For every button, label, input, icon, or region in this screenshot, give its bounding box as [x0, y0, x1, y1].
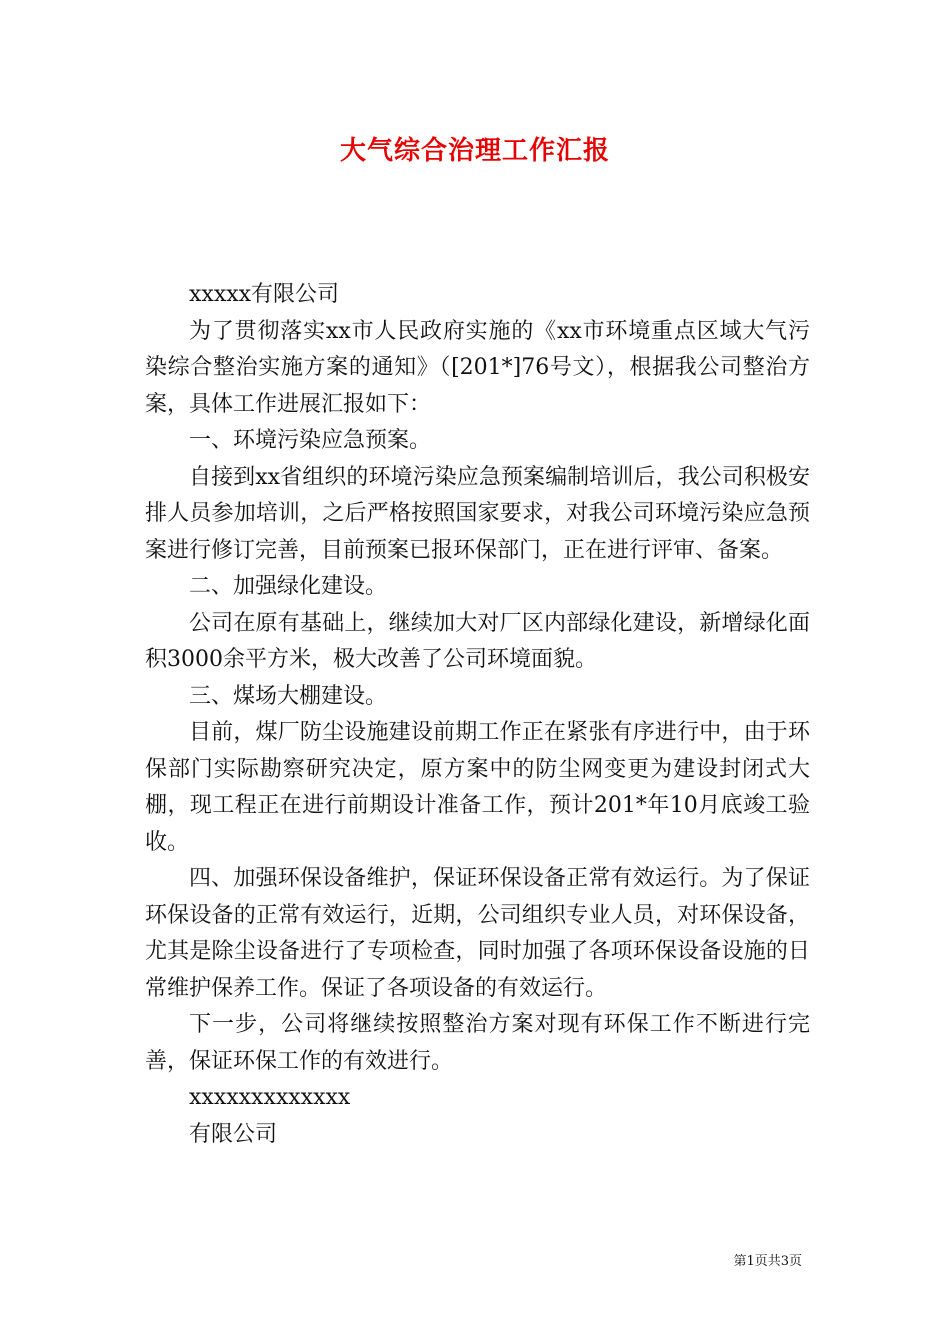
document-body	[145, 277, 810, 1153]
signature-line: xxxxxxxxxxxxx	[189, 1085, 351, 1110]
intro-paragraph: 为了贯彻落实xx市人民政府实施的《xx市环境重点区域大气污染综合整治实施方案的通知》（[201*]76号文），根据我公司整治方案，具体工作进展汇报如下：	[145, 318, 810, 417]
next-step-paragraph: 下一步，公司将继续按照整治方案对现有环保工作不断进行完善，保证环保工作的有效进行。	[145, 1012, 810, 1074]
section-heading-2: 二、加强绿化建设。	[189, 574, 388, 599]
signature-company: 有限公司	[189, 1121, 278, 1147]
document-title: 大气综合治理工作汇报	[339, 136, 610, 166]
page-footer: 第1页共3页	[733, 1254, 802, 1269]
section-paragraph-3: 目前，煤厂防尘设施建设前期工作正在紧张有序进行中，由于环保部门实际勘察研究决定，原方案中的防尘网变更为建设封闭式大棚，现工程正在进行前期设计准备工作，预计201*年10月底竣工验收。	[145, 720, 810, 855]
section-paragraph-2: 公司在原有基础上，继续加大对厂区内部绿化建设，新增绿化面积3000余平方米，极大改善了公司环境面貌。	[145, 610, 810, 672]
section-paragraph-1: 自接到xx省组织的环境污染应急预案编制培训后，我公司积极安排人员参加培训，之后严格按照国家要求，对我公司环境污染应急预案进行修订完善，目前预案已报环保部门，正在进行评审、备案。	[145, 464, 810, 563]
section-paragraph-4: 四、加强环保设备维护，保证环保设备正常有效运行。为了保证环保设备的正常有效运行，近期，公司组织专业人员，对环保设备，尤其是除尘设备进行了专项检查，同时加强了各项环保设备设施的日常维护保养工作。保证了各项设备的有效运行。	[145, 866, 810, 1001]
section-heading-3: 三、煤场大棚建设。	[189, 683, 388, 709]
company-name-line: xxxxx有限公司	[189, 282, 340, 307]
section-heading-1: 一、环境污染应急预案。	[189, 428, 432, 453]
